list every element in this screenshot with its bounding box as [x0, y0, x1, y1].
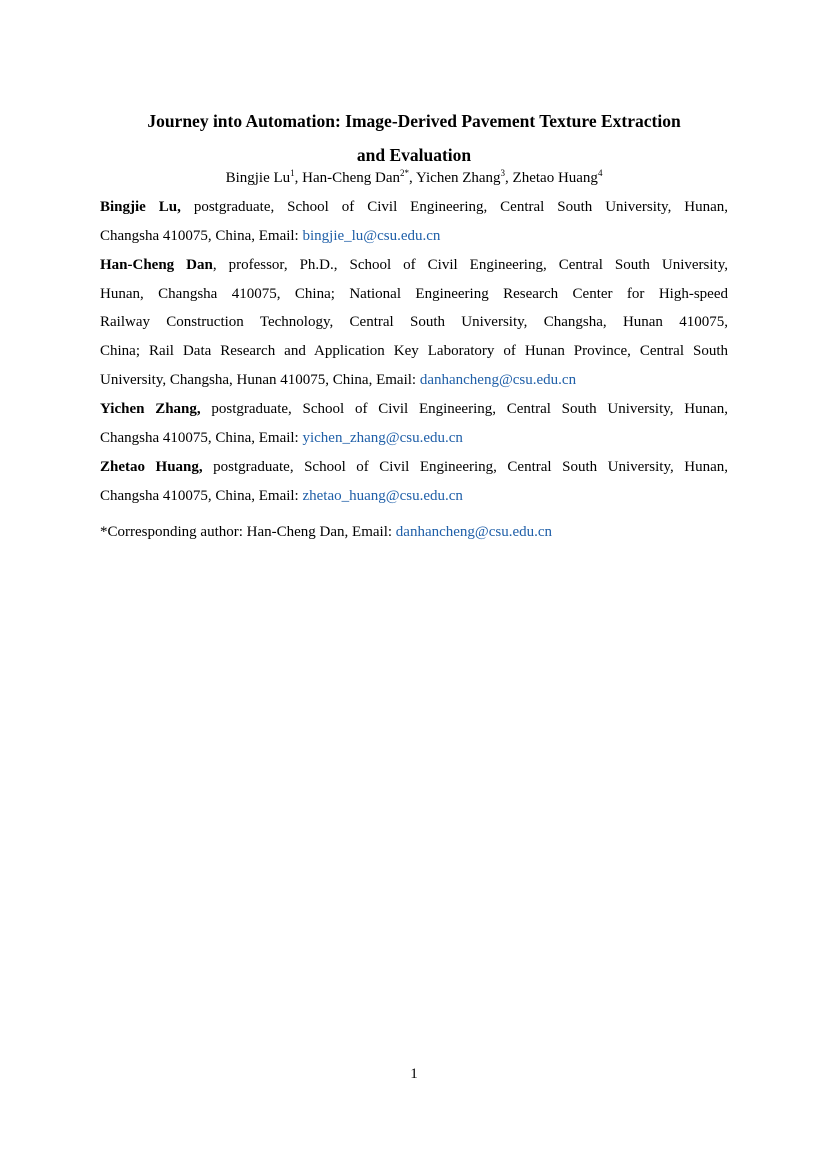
author-name: Yichen Zhang	[415, 170, 501, 186]
paper-title	[100, 104, 728, 172]
author-affiliation-mark: 1	[290, 168, 295, 178]
author-separator: ,	[505, 170, 513, 186]
author-affiliation-mark: 4	[597, 168, 603, 178]
affiliation-author-name: Bingjie Lu,	[100, 199, 181, 215]
author-affiliation-mark: 2*	[400, 168, 410, 178]
affiliation-zhetao-huang	[100, 453, 728, 510]
affiliation-bingjie-lu	[100, 193, 728, 250]
author-name: Han-Cheng Dan	[302, 170, 401, 186]
author-list	[100, 168, 728, 188]
affiliation-line: Changsha 410075, China, Email: yichen_zhang@csu.edu.cn	[100, 429, 463, 446]
author-separator: ,	[409, 170, 416, 186]
affiliation-line: University, Changsha, Hunan 410075, China, Email: danhancheng@csu.edu.cn	[100, 371, 577, 388]
affiliation-line: Zhetao Huang, postgraduate, School of Civil Engineering, Central South University, Hunan,	[100, 459, 728, 475]
affiliation-line: Hunan, Changsha 410075, China; National Engineering Research Center for High-speed	[100, 285, 728, 302]
paper-title-line-2: and Evaluation	[356, 145, 472, 165]
affiliation-line: Han-Cheng Dan, professor, Ph.D., School of Civil Engineering, Central South University,	[100, 257, 728, 273]
author-separator: ,	[294, 170, 303, 186]
affiliation-author-name: Zhetao Huang,	[100, 459, 203, 475]
author-affiliation-mark: 3	[500, 168, 506, 178]
email-link[interactable]: danhancheng@csu.edu.cn	[395, 524, 553, 540]
affiliation-author-name: Yichen Zhang,	[100, 401, 201, 417]
corresponding-author-note: *Corresponding author: Han-Cheng Dan, Email: danhancheng@csu.edu.cn	[100, 524, 553, 540]
author-name: Zhetao Huang	[512, 170, 598, 186]
affiliation-yichen-zhang	[100, 395, 728, 452]
paper-title-line-1: Journey into Automation: Image-Derived Pavement Texture Extraction	[147, 111, 681, 131]
email-link[interactable]: yichen_zhang@csu.edu.cn	[302, 429, 463, 446]
email-link[interactable]: danhancheng@csu.edu.cn	[419, 371, 577, 388]
affiliation-author-name: Han-Cheng Dan	[100, 257, 213, 273]
affiliation-line: Bingjie Lu, postgraduate, School of Civil Engineering, Central South University, Hunan,	[100, 199, 728, 215]
affiliation-han-cheng-dan	[100, 251, 728, 394]
author-name: Bingjie Lu	[225, 170, 291, 186]
affiliation-line: Yichen Zhang, postgraduate, School of Civil Engineering, Central South University, Hunan,	[100, 401, 728, 417]
affiliation-line: Railway Construction Technology, Central South University, Changsha, Hunan 410075,	[100, 314, 728, 331]
email-link[interactable]: bingjie_lu@csu.edu.cn	[302, 227, 441, 244]
affiliation-line: Changsha 410075, China, Email: zhetao_huang@csu.edu.cn	[100, 487, 463, 504]
email-link[interactable]: zhetao_huang@csu.edu.cn	[302, 487, 463, 504]
affiliation-line: China; Rail Data Research and Application Key Laboratory of Hunan Province, Central South	[100, 343, 728, 360]
page-number: 1	[410, 1066, 418, 1082]
affiliation-line: Changsha 410075, China, Email: bingjie_lu@csu.edu.cn	[100, 227, 441, 244]
